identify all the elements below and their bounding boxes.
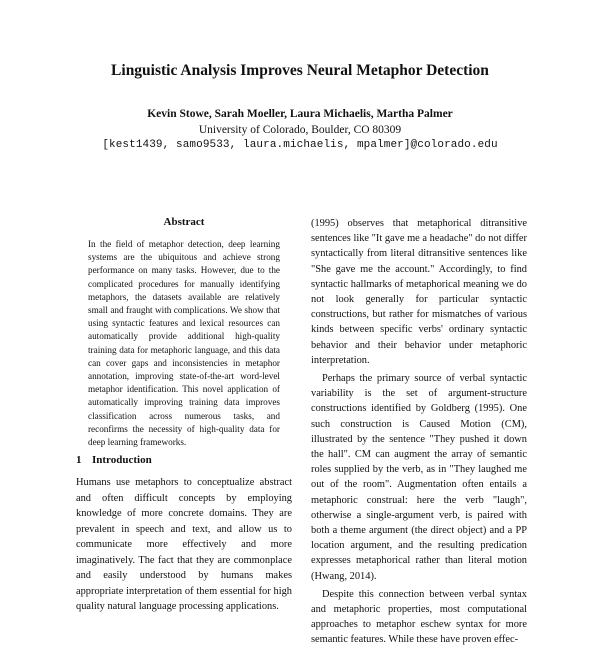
paper-authors: Kevin Stowe, Sarah Moeller, Laura Michaelis, Martha Palmer <box>147 108 453 120</box>
abstract-text: In the field of metaphor detection, deep learning systems are the ubiquitous and achieve strong performance on many tasks. However, due to the complicated procedures for manually identifying metaphors, the datasets available are relatively small and fraught with complications. We show that using syntactic features and lexical resources can automatically provide additional high-quality training data for metaphoric language, and this data can cover gaps and inconsistencies in metaphor annotation, improving state-of-the-art word-level metaphor identification. This novel application of automatically improving training data improves classification across numerous tasks, and reconfirms the necessity of high-quality data for deep learning frameworks. <box>88 239 280 448</box>
right-column <box>311 216 527 648</box>
right-paragraph-2: Perhaps the primary source of verbal syntactic variability is the set of argument-structure constructions identified by Goldberg (1995). One such construction is Caused Motion (CM), illustrated by the sentence "They pushed it down the hall". CM can augment the array of semantic roles supplied by the verb, as in "They laughed me out of the room". Augmentation often entails a metaphoric construal: here the verb "laugh", otherwise a single-argument verb, is paired with both a theme argument (the direct object) and a PP location argument, and the resulting predication expresses metaphorical rather than literal motion (Hwang, 2014). <box>311 373 527 582</box>
section-title: Introduction <box>92 454 152 466</box>
introduction-body <box>76 475 292 615</box>
introduction-paragraph: Humans use metaphors to conceptualize abstract and often difficult concepts by employing knowledge of more concrete domains. They are prevalent in speech and text, and allow us to communicate more effectively and more imaginatively. The fact that they are commonplace and easily understood by humans makes appropriate interpretation of them essential for high quality natural language processing applications. <box>76 477 292 612</box>
right-paragraph-3: Despite this connection between verbal syntax and metaphoric properties, most computational approaches to metaphor eschew syntax for more semantic features. While these have proven effec- <box>311 588 527 646</box>
paper-affiliation: University of Colorado, Boulder, CO 80309 <box>198 124 402 136</box>
section-number: 1 <box>76 454 82 466</box>
right-paragraph-1: (1995) observes that metaphorical ditransitive sentences like "It gave me a headache" do not differ syntactically from literal ditransitive sentences like "She gave me the account." Accordingly, to find syntactic hallmarks of metaphorical meaning we do not look generally for particular syntactic constructions, but rather for mismatches of various kinds between specific verbs' ordinary syntactic behavior and their behavior under metaphoric interpretation. <box>311 218 527 366</box>
paper-title: Linguistic Analysis Improves Neural Metaphor Detection <box>111 62 489 79</box>
paper-email: [kest1439, samo9533, laura.michaelis, mpalmer]@colorado.edu <box>102 139 498 151</box>
section-heading-introduction <box>76 454 286 466</box>
abstract-heading: Abstract <box>163 216 205 228</box>
